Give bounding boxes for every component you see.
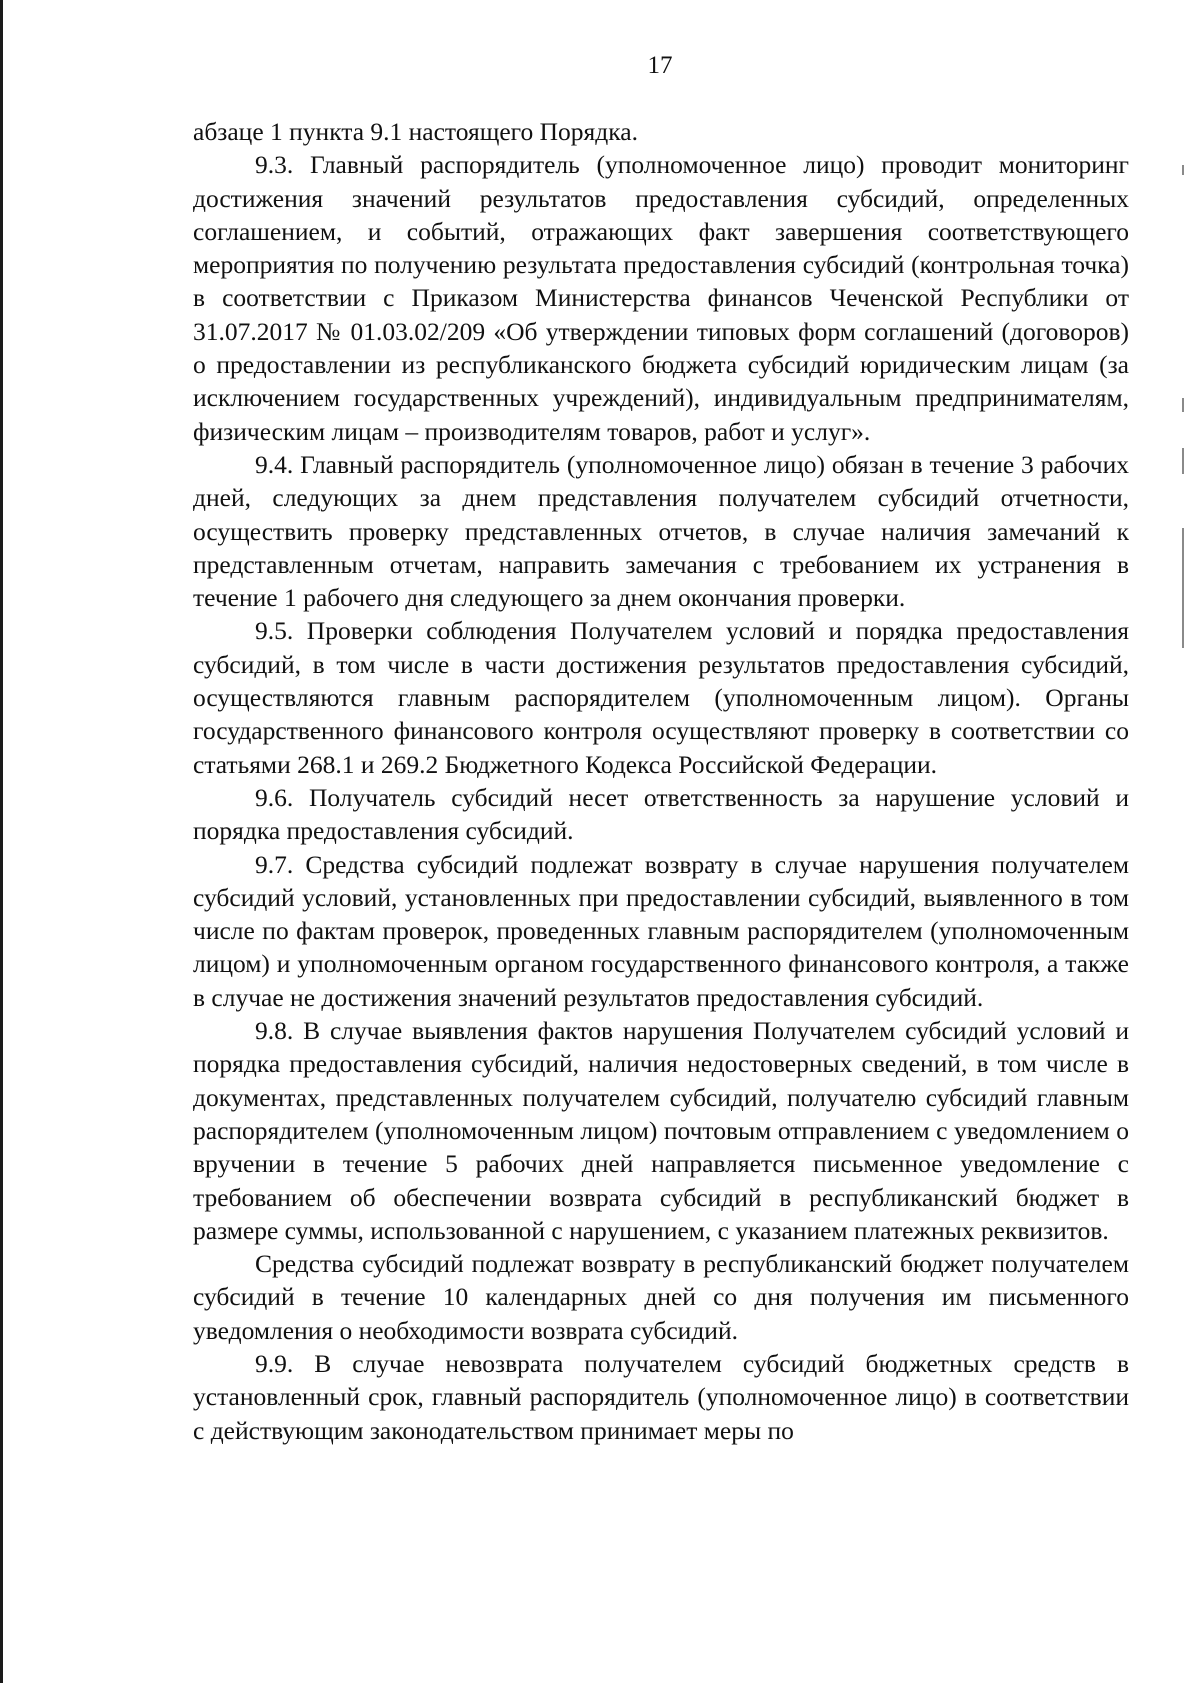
scan-mark-right-3 <box>1182 448 1184 474</box>
scan-mark-right-4 <box>1182 528 1184 648</box>
paragraph-9-4: 9.4. Главный распорядитель (уполномоченное лицо) обязан в течение 3 рабочих дней, следующих за днем представления получателем субсидий отчетности, осуществить проверку представленных отчетов, в случае наличия замечаний к представленным отчетам, направить замечания с требованием их устранения в течение 1 рабочего дня следующего за днем окончания проверки. <box>193 449 1129 613</box>
scan-edge-left <box>0 0 3 1683</box>
paragraph-9-7: 9.7. Средства субсидий подлежат возврату в случае нарушения получателем субсидий условий, установленных при предоставлении субсидий, выявленного в том числе по фактам проверок, проведенных главным распорядителем (уполномоченным лицом) и уполномоченным органом государственного финансового контроля, а также в случае не достижения значений результатов предоставления субсидий. <box>193 849 1129 1012</box>
paragraph-9-3: 9.3. Главный распорядитель (уполномоченное лицо) проводит мониторинг достижения значений результатов предоставления субсидий, определенных соглашением, и событий, отражающих факт завершения соответствующего мероприятия по получению результата предоставления субсидий (контрольная точка) в соответствии с Приказом Министерства финансов Чеченской Республики от 31.07.2017 № 01.03.02/209 «Об утверждении типовых форм соглашений (договоров) о предоставлении из республиканского бюджета субсидий юридическим лицам (за исключением государственных учреждений), индивидуальным предпринимателям, физическим лицам – производителям товаров, работ и услуг». <box>193 150 1129 446</box>
paragraph-9-6: 9.6. Получатель субсидий несет ответственность за нарушение условий и порядка предоставления субсидий. <box>193 782 1129 846</box>
scan-mark-right-1 <box>1182 165 1184 175</box>
paragraph-continuation: абзаце 1 пункта 9.1 настоящего Порядка. <box>193 117 638 146</box>
paragraph-9-5: 9.5. Проверки соблюдения Получателем условий и порядка предоставления субсидий, в том числе в части достижения результатов предоставления субсидий, осуществляются главным распорядителем (уполномоченным лицом). Органы государственного финансового контроля осуществляют проверку в соответствии со статьями 268.1 и 269.2 Бюджетного Кодекса Российской Федерации. <box>193 616 1129 779</box>
paragraph-9-9: 9.9. В случае невозврата получателем субсидий бюджетных средств в установленный срок, главный распорядитель (уполномоченное лицо) в соответствии с действующим законодательством принимает меры по <box>193 1348 1129 1445</box>
paragraph-9-8-return: Средства субсидий подлежат возврату в республиканский бюджет получателем субсидий в течение 10 календарных дней со дня получения им письменного уведомления о необходимости возврата субсидий. <box>193 1249 1129 1345</box>
page-number: 17 <box>647 52 673 79</box>
paragraph-9-8: 9.8. В случае выявления фактов нарушения Получателем субсидий условий и порядка предоставления субсидий, наличия недостоверных сведений, в том числе в документах, представленных получателем субсидий, получателю субсидий главным распорядителем (уполномоченным лицом) почтовым отправлением с уведомлением о вручении в течение 5 рабочих дней направляется письменное уведомление с требованием об обеспечении возврата субсидий в республиканский бюджет в размере суммы, использованной с нарушением, с указанием платежных реквизитов. <box>193 1016 1129 1245</box>
document-body <box>193 115 1129 1447</box>
scan-mark-right-2 <box>1182 398 1184 412</box>
